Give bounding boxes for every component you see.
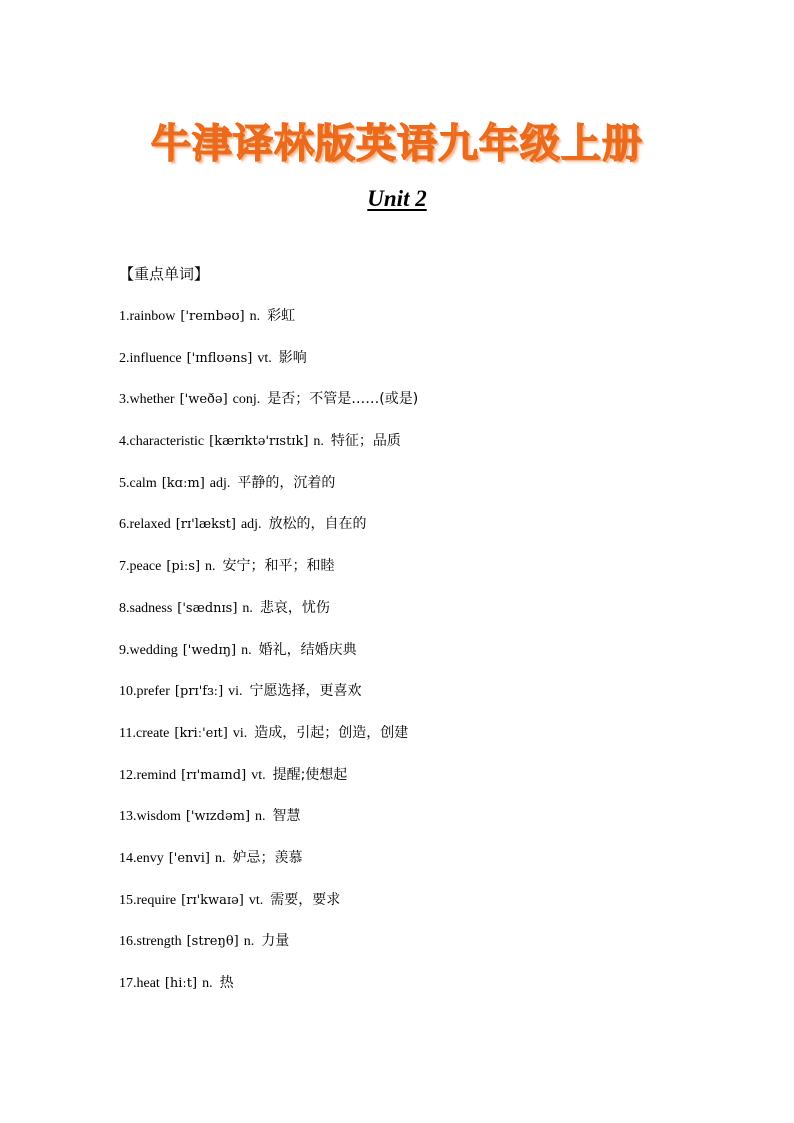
vocab-word: 8.sadness bbox=[119, 600, 173, 616]
vocab-pos: vi. bbox=[232, 725, 248, 741]
vocab-phonetic: ['sædnɪs] bbox=[177, 600, 238, 616]
vocab-item bbox=[119, 639, 418, 681]
vocab-pos: conj. bbox=[232, 392, 261, 408]
vocab-meaning: 婚礼，结婚庆典 bbox=[258, 641, 357, 658]
vocab-phonetic: ['wɪzdəm] bbox=[185, 809, 251, 825]
vocab-meaning: 悲哀，忧伤 bbox=[259, 599, 330, 616]
vocab-meaning: 力量 bbox=[261, 933, 290, 950]
vocab-item bbox=[119, 930, 418, 972]
vocab-word: 11.create bbox=[119, 725, 170, 741]
vocab-pos: n. bbox=[242, 600, 253, 616]
vocab-word: 3.whether bbox=[119, 392, 175, 408]
vocab-pos: n. bbox=[243, 934, 255, 950]
vocab-phonetic: [rɪ'lækst] bbox=[175, 517, 236, 533]
vocab-item bbox=[119, 805, 418, 847]
vocab-word: 7.peace bbox=[119, 559, 162, 575]
vocab-pos: vi. bbox=[228, 684, 243, 700]
vocab-meaning: 特征；品质 bbox=[330, 433, 401, 450]
vocab-pos: n. bbox=[249, 309, 261, 324]
vocab-pos: n. bbox=[202, 976, 213, 991]
vocab-item bbox=[119, 680, 418, 722]
vocab-pos: n. bbox=[241, 642, 252, 658]
document-title: 牛津译林版英语九年级上册 bbox=[151, 121, 643, 167]
vocab-word: 10.prefer bbox=[119, 684, 170, 700]
vocab-word: 12.remind bbox=[119, 767, 177, 783]
vocab-meaning: 平静的，沉着的 bbox=[237, 474, 336, 491]
vocab-meaning: 是否；不管是……(或是) bbox=[267, 391, 419, 408]
vocab-item bbox=[119, 430, 418, 472]
vocab-word: 15.require bbox=[119, 892, 177, 908]
vocab-phonetic: [kriː'eɪt] bbox=[174, 725, 228, 741]
vocab-pos: vt. bbox=[248, 892, 264, 908]
vocab-item bbox=[119, 388, 418, 430]
vocab-word: 14.envy bbox=[119, 850, 164, 866]
vocab-pos: adj. bbox=[240, 517, 262, 533]
section-heading: 【重点单词】 bbox=[119, 265, 210, 283]
vocab-phonetic: [rɪ'maɪnd] bbox=[181, 767, 247, 783]
vocab-phonetic: ['ɪnflʊəns] bbox=[186, 350, 253, 366]
vocab-word: 1.rainbow bbox=[119, 309, 176, 324]
vocab-meaning: 放松的，自在的 bbox=[268, 516, 367, 533]
vocab-word: 6.relaxed bbox=[119, 517, 171, 533]
vocab-word: 2.influence bbox=[119, 350, 182, 366]
vocab-item bbox=[119, 764, 418, 806]
vocab-item bbox=[119, 472, 418, 514]
vocab-phonetic: [prɪ'fɜː] bbox=[174, 684, 224, 700]
vocab-word: 17.heat bbox=[119, 976, 160, 991]
vocab-phonetic: ['wedɪŋ] bbox=[182, 642, 237, 658]
vocab-word: 9.wedding bbox=[119, 642, 178, 658]
vocab-word: 4.characteristic bbox=[119, 434, 205, 450]
vocab-pos: vt. bbox=[251, 767, 266, 783]
vocab-meaning: 智慧 bbox=[272, 808, 301, 825]
vocab-meaning: 妒忌；羡慕 bbox=[232, 849, 303, 866]
vocab-item bbox=[119, 889, 418, 931]
vocab-item bbox=[119, 972, 418, 1014]
vocab-pos: vt. bbox=[257, 350, 272, 366]
vocab-word: 13.wisdom bbox=[119, 809, 181, 825]
vocab-phonetic: ['weðə] bbox=[179, 392, 228, 408]
vocab-phonetic: [rɪ'kwaɪə] bbox=[181, 892, 244, 908]
vocab-pos: n. bbox=[255, 809, 266, 825]
vocab-meaning: 安宁；和平；和睦 bbox=[222, 558, 335, 575]
vocab-item bbox=[119, 847, 418, 889]
unit-title: Unit 2 bbox=[367, 186, 427, 211]
vocab-item bbox=[119, 597, 418, 639]
vocab-meaning: 彩虹 bbox=[267, 308, 296, 324]
vocab-phonetic: [streŋθ] bbox=[186, 934, 239, 950]
vocab-phonetic: [piːs] bbox=[166, 559, 201, 575]
vocab-item bbox=[119, 513, 418, 555]
vocab-pos: n. bbox=[205, 559, 216, 575]
vocab-phonetic: [hiːt] bbox=[164, 976, 198, 991]
vocab-meaning: 需要，要求 bbox=[270, 891, 341, 908]
vocab-list bbox=[119, 305, 418, 1014]
vocab-item bbox=[119, 722, 418, 764]
vocab-item bbox=[119, 347, 418, 389]
vocab-meaning: 影响 bbox=[278, 349, 307, 366]
vocab-meaning: 热 bbox=[219, 975, 234, 991]
vocab-pos: adj. bbox=[209, 475, 231, 491]
vocab-pos: n. bbox=[215, 850, 226, 866]
vocab-item bbox=[119, 555, 418, 597]
vocab-word: 16.strength bbox=[119, 934, 182, 950]
vocab-phonetic: ['envi] bbox=[168, 850, 211, 866]
vocab-phonetic: ['reɪnbəʊ] bbox=[180, 309, 245, 324]
vocab-meaning: 宁愿选择，更喜欢 bbox=[249, 683, 362, 700]
vocab-meaning: 造成，引起；创造，创建 bbox=[254, 724, 409, 741]
vocab-pos: n. bbox=[313, 434, 324, 450]
vocab-phonetic: [kærɪktə'rɪstɪk] bbox=[209, 434, 309, 450]
vocab-phonetic: [kɑːm] bbox=[161, 475, 205, 491]
vocab-item bbox=[119, 305, 418, 347]
vocab-meaning: 提醒;使想起 bbox=[272, 766, 348, 783]
vocab-word: 5.calm bbox=[119, 475, 157, 491]
